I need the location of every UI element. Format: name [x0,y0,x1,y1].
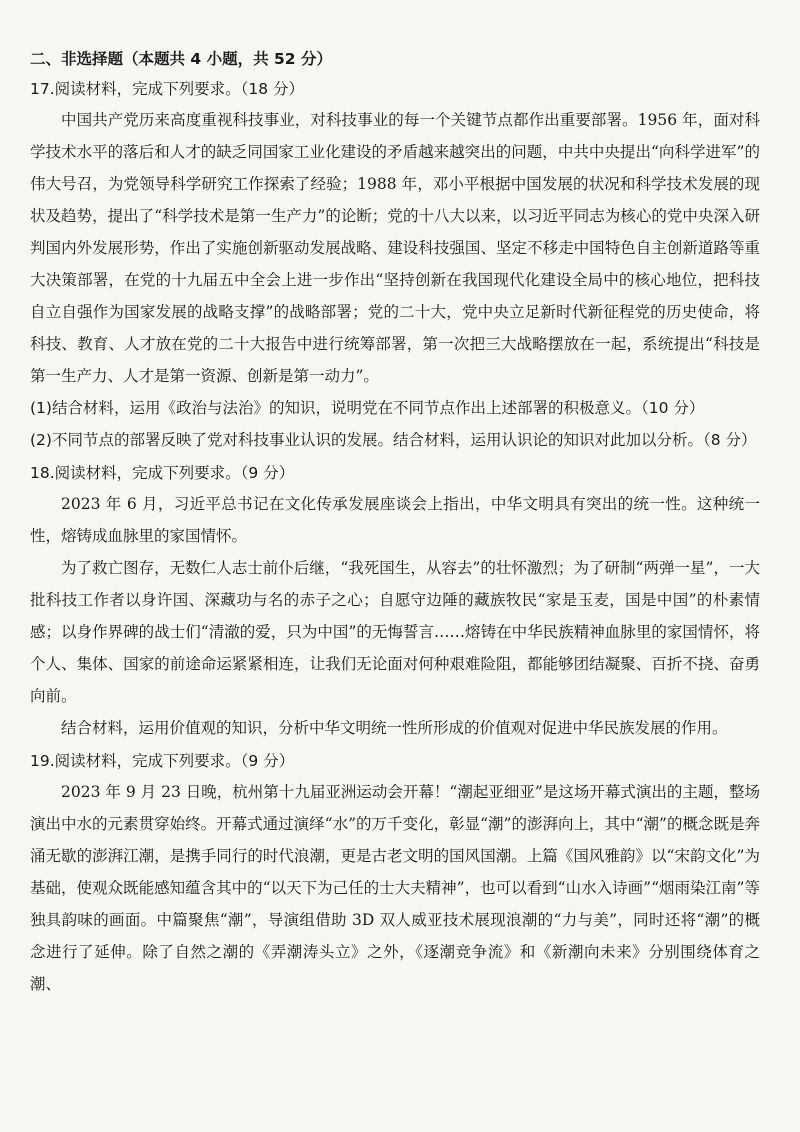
question-17-sub-2: (2)不同节点的部署反映了党对科技事业认识的发展。结合材料，运用认识论的知识对此加以分析。（8 分） [30,431,757,449]
question-19-para-1: 2023 年 9 月 23 日晚，杭州第十九届亚洲运动会开幕！“潮起亚细亚”是这场开幕式演出的主题，整场演出中水的元素贯穿始终。开幕式通过演绎“水”的万千变化，彰显“潮”的澎湃向上，其中“潮”的概念既是奔涌无歇的澎湃江潮，是携手同行的时代浪潮，更是古老文明的国风国潮。上篇《国风雅韵》以“宋韵文化”为基础，使观众既能感知蕴含其中的“以天下为己任的士大夫精神”，也可以看到“山水入诗画”“烟雨染江南”等独具韵味的画面。中篇聚焦“潮”，导演组借助 3D 双人威亚技术展现浪潮的“力与美”，同时还将“潮”的概念进行了延伸。除了自然之潮的《弄潮涛头立》之外，《逐潮竞争流》和《新潮向未来》分别围绕体育之潮、 [30,783,760,993]
question-17-title: 17.阅读材料，完成下列要求。（18 分） [30,80,305,98]
question-18-question: 结合材料，运用价值观的知识，分析中华文明统一性所形成的价值观对促进中华民族发展的作用。 [61,719,728,737]
question-17-sub-1: (1)结合材料，运用《政治与法治》的知识，说明党在不同节点作出上述部署的积极意义。（10 分） [30,399,705,417]
question-18-para-2: 为了救亡图存，无数仁人志士前仆后继，“我死国生，从容去”的壮怀激烈；为了研制“两弹一星”，一大批科技工作者以身许国、深藏功与名的赤子之心；自愿守边陲的藏族牧民“家是玉麦，国是中国”的朴素情感；以身作界碑的战士们“清澈的爱，只为中国”的无悔誓言……熔铸在中华民族精神血脉里的家国情怀，将个人、集体、国家的前途命运紧紧相连，让我们无论面对何种艰难险阻，都能够团结凝聚、百折不挠、奋勇向前。 [30,559,760,705]
question-19-title: 19.阅读材料，完成下列要求。（9 分） [30,752,295,770]
section-title: 二、非选择题（本题共 4 小题，共 52 分） [30,50,332,68]
question-17-material: 中国共产党历来高度重视科技事业，对科技事业的每一个关键节点都作出重要部署。1956 年，面对科学技术水平的落后和人才的缺乏同国家工业化建设的矛盾越来越突出的问题，中共中央提出“向科学进军”的伟大号召，为党领导科学研究工作探索了经验；1988 年，邓小平根据中国发展的状况和科学技术发展的现状及趋势，提出了“科学技术是第一生产力”的论断；党的十八大以来，以习近平同志为核心的党中央深入研判国内外发展形势，作出了实施创新驱动发展战略、建设科技强国、坚定不移走中国特色自主创新道路等重大决策部署，在党的十九届五中全会上进一步作出“坚持创新在我国现代化建设全局中的核心地位，把科技自立自强作为国家发展的战略支撑”的战略部署；党的二十大，党中央立足新时代新征程党的历史使命，将科技、教育、人才放在党的二十大报告中进行统筹部署，第一次把三大战略摆放在一起，系统提出“科技是第一生产力、人才是第一资源、创新是第一动力”。 [30,111,760,385]
question-18-title: 18.阅读材料，完成下列要求。（9 分） [30,464,295,482]
question-18-para-1: 2023 年 6 月，习近平总书记在文化传承发展座谈会上指出，中华文明具有突出的统一性。这种统一性，熔铸成血脉里的家国情怀。 [30,495,760,545]
